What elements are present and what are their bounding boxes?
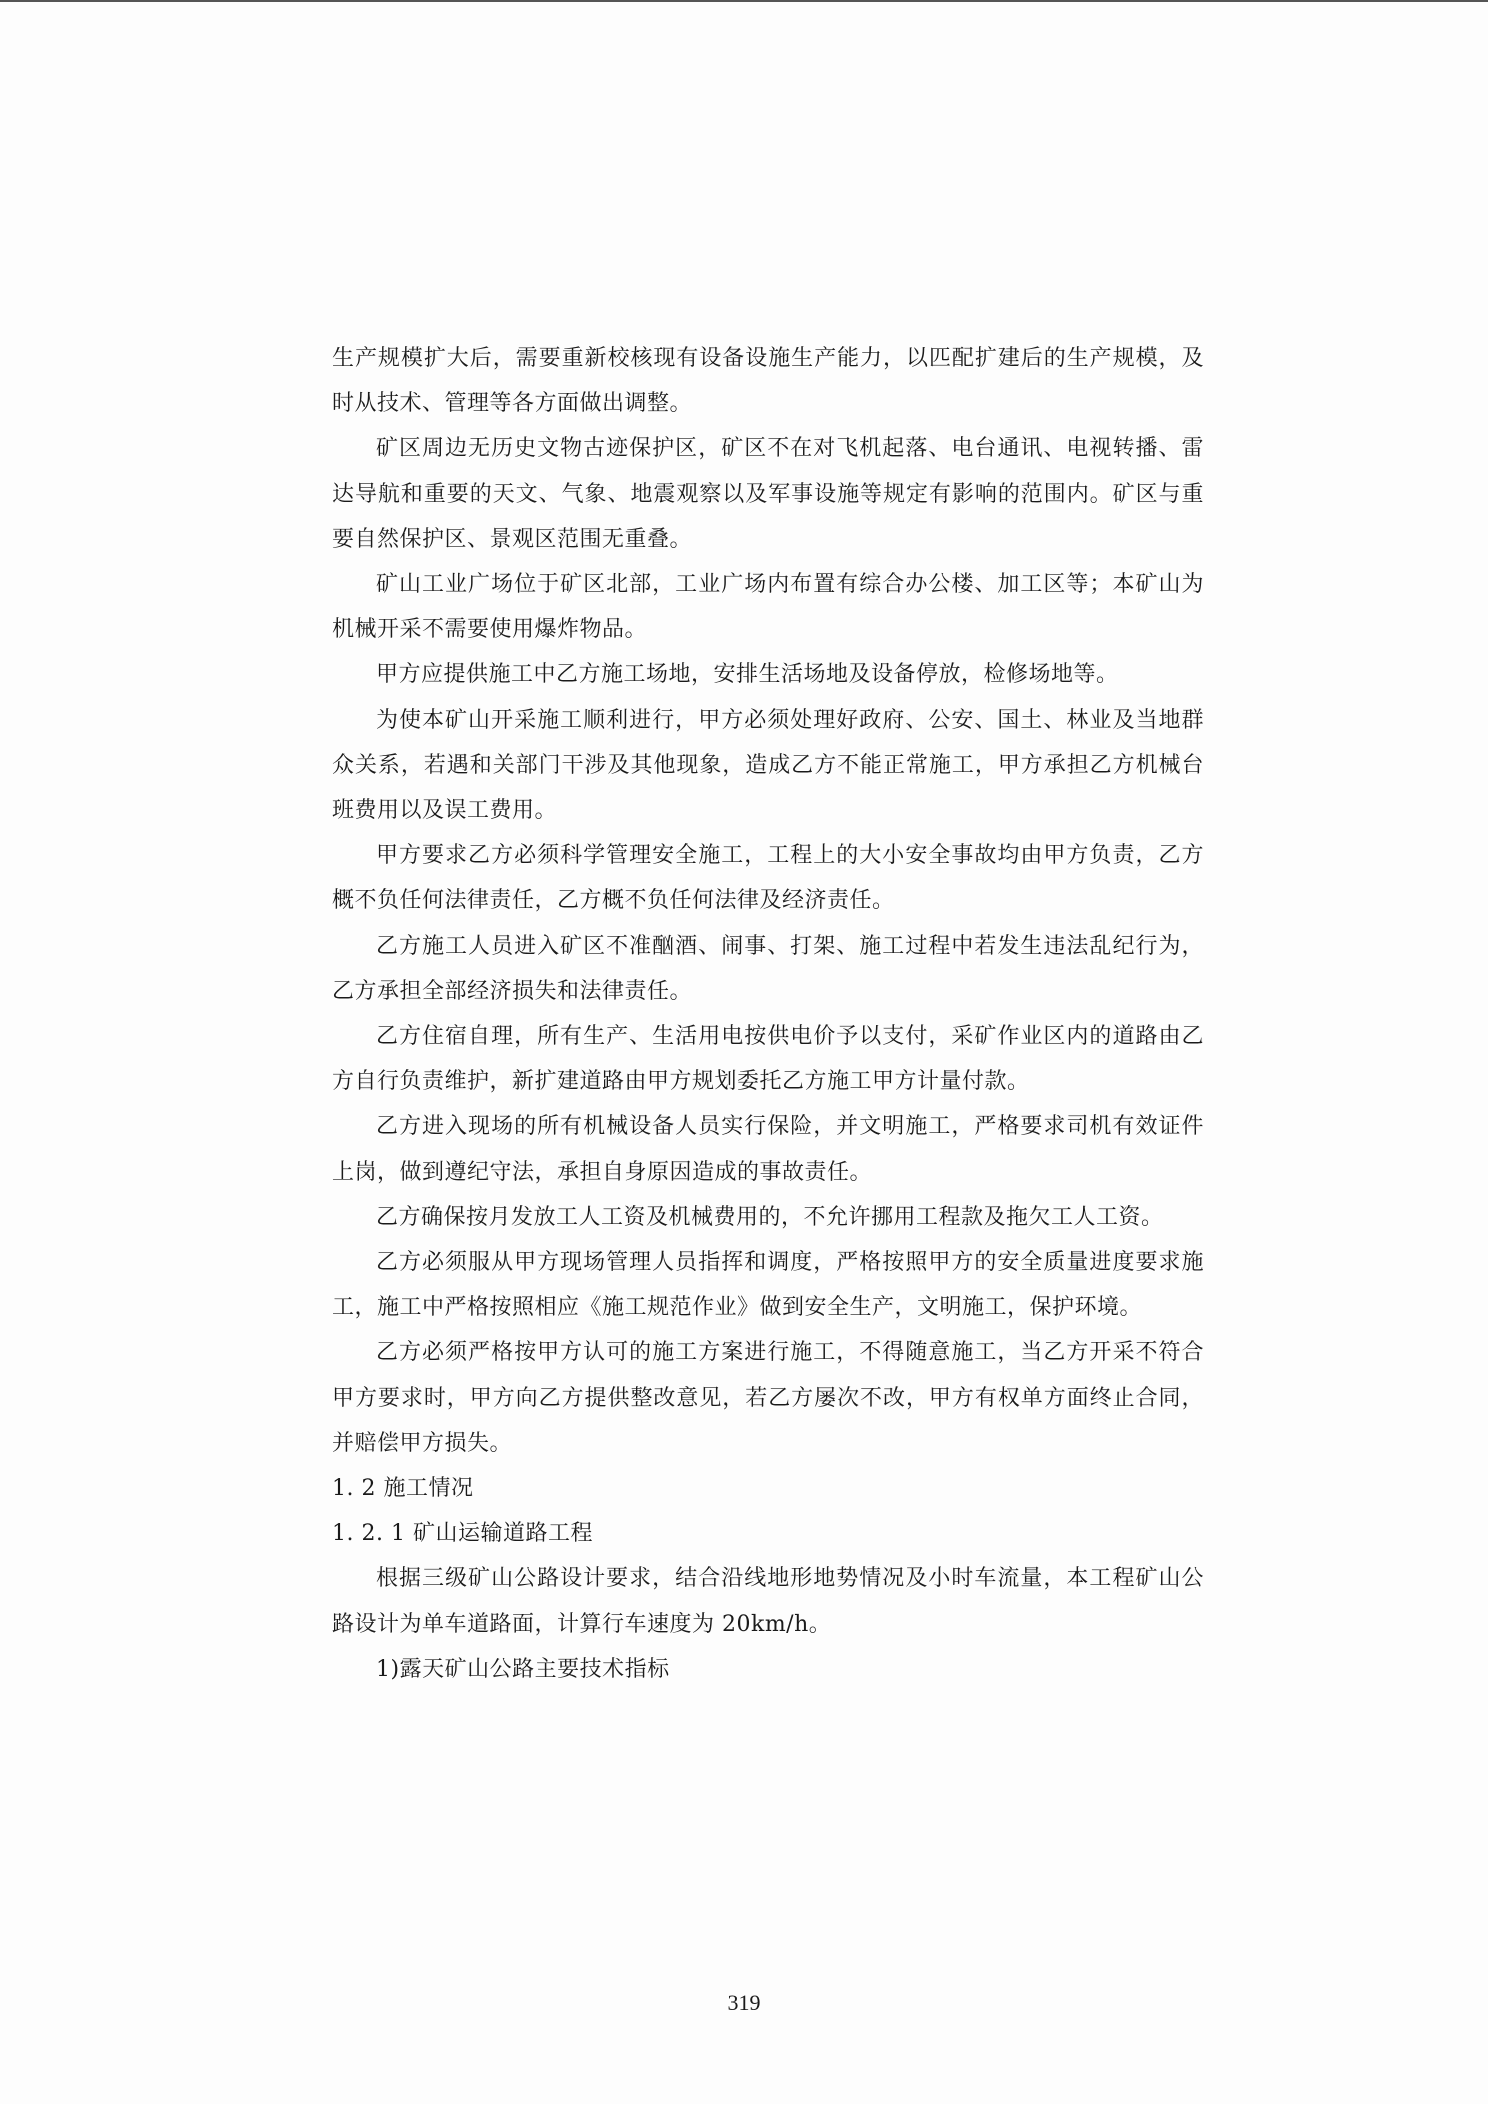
page-number: 319 <box>727 1990 761 2015</box>
paragraph-external-relations: 为使本矿山开采施工顺利进行，甲方必须处理好政府、公安、国土、林业及当地群众关系，若遇和关部门干涉及其他现象，造成乙方不能正常施工，甲方承担乙方机械台班费用以及误工费用。 <box>332 707 1204 824</box>
document-body <box>332 336 1204 1692</box>
scan-top-border <box>0 0 1488 2</box>
paragraph-continuation: 生产规模扩大后，需要重新校核现有设备设施生产能力，以匹配扩建后的生产规模，及时从技术、管理等各方面做出调整。 <box>332 346 1204 417</box>
paragraph-mining-area-surroundings: 矿区周边无历史文物古迹保护区，矿区不在对飞机起落、电台通讯、电视转播、雷达导航和重要的天文、气象、地震观察以及军事设施等规定有影响的范围内。矿区与重要自然保护区、景观区范围无重叠。 <box>332 436 1204 552</box>
subsection-heading: 1. 2. 1 矿山运输道路工程 <box>332 1521 593 1547</box>
paragraph-construction-plan: 乙方必须严格按甲方认可的施工方案进行施工，不得随意施工，当乙方开采不符合甲方要求时，甲方向乙方提供整改意见，若乙方屡次不改，甲方有权单方面终止合同，并赔偿甲方损失。 <box>332 1340 1204 1456</box>
paragraph-accommodation-roads: 乙方住宿自理，所有生产、生活用电按供电价予以支付，采矿作业区内的道路由乙方自行负责维护，新扩建道路由甲方规划委托乙方施工甲方计量付款。 <box>332 1024 1204 1095</box>
paragraph-site-provision: 甲方应提供施工中乙方施工场地，安排生活场地及设备停放，检修场地等。 <box>376 662 1119 688</box>
paragraph-worker-conduct: 乙方施工人员进入矿区不准酗酒、闹事、打架、施工过程中若发生违法乱纪行为，乙方承担全部经济损失和法律责任。 <box>332 933 1204 1004</box>
paragraph-obey-management: 乙方必须服从甲方现场管理人员指挥和调度，严格按照甲方的安全质量进度要求施工，施工中严格按照相应《施工规范作业》做到安全生产，文明施工，保护环境。 <box>332 1250 1204 1321</box>
paragraph-road-design: 根据三级矿山公路设计要求，结合沿线地形地势情况及小时车流量，本工程矿山公路设计为单车道路面，计算行车速度为 20km/h。 <box>332 1566 1204 1637</box>
list-item-technical-indicators: 1)露天矿山公路主要技术指标 <box>376 1656 670 1682</box>
section-heading: 1. 2 施工情况 <box>332 1476 474 1502</box>
paragraph-wages: 乙方确保按月发放工人工资及机械费用的，不允许挪用工程款及拖欠工人工资。 <box>376 1204 1164 1230</box>
paragraph-industrial-site: 矿山工业广场位于矿区北部，工业广场内布置有综合办公楼、加工区等；本矿山为机械开采不需要使用爆炸物品。 <box>332 572 1204 643</box>
paragraph-insurance: 乙方进入现场的所有机械设备人员实行保险，并文明施工，严格要求司机有效证件上岗，做到遵纪守法，承担自身原因造成的事故责任。 <box>332 1114 1204 1185</box>
paragraph-safety-management: 甲方要求乙方必须科学管理安全施工，工程上的大小安全事故均由甲方负责，乙方概不负任何法律责任，乙方概不负任何法律及经济责任。 <box>332 843 1204 914</box>
